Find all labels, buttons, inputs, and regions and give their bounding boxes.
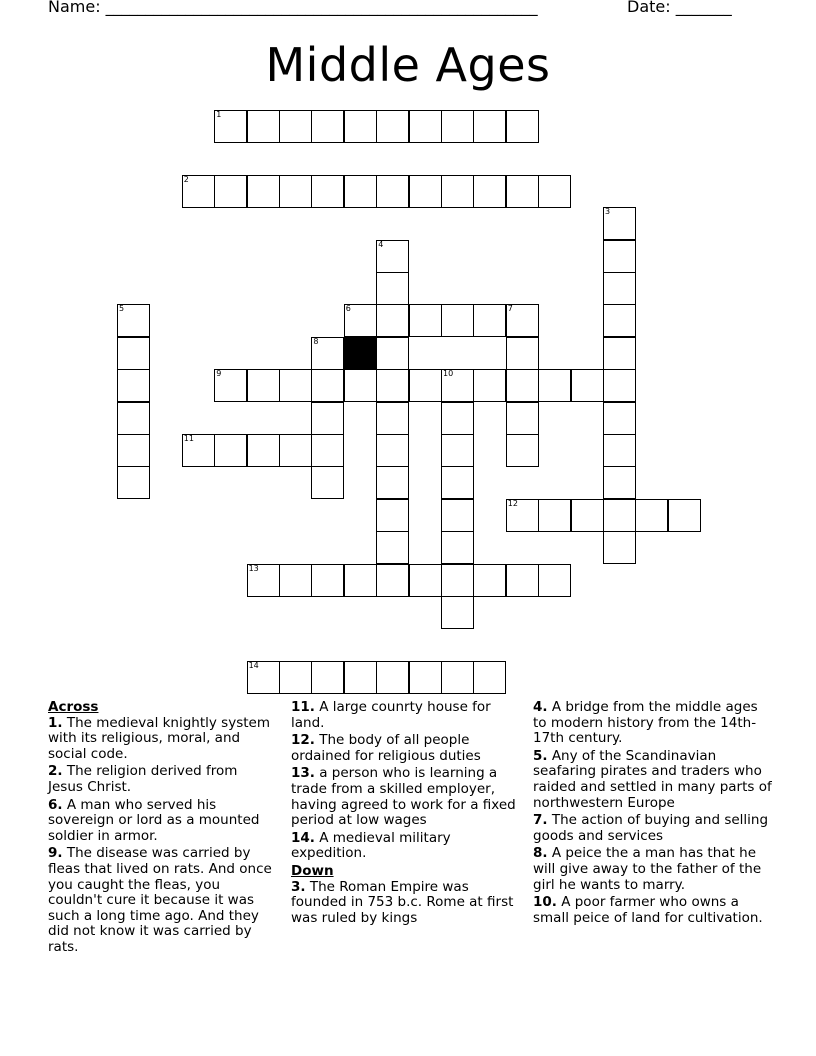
grid-cell[interactable]	[214, 110, 247, 143]
clue-item	[533, 846, 773, 893]
grid-cell[interactable]	[247, 175, 280, 208]
grid-cell[interactable]	[441, 304, 474, 337]
grid-cell[interactable]	[117, 466, 150, 499]
clue-text: A poor farmer who owns a small peice of land for cultivation.	[533, 894, 763, 926]
grid-cell[interactable]	[344, 564, 377, 597]
clue-number: 4.	[533, 699, 548, 715]
grid-cell[interactable]	[182, 175, 215, 208]
clue-number: 11.	[291, 699, 315, 715]
grid-cell[interactable]	[409, 369, 442, 402]
grid-cell[interactable]	[409, 175, 442, 208]
grid-cell[interactable]	[247, 110, 280, 143]
clue-text: The medieval knightly system with its religious, moral, and social code.	[48, 714, 270, 762]
grid-cell[interactable]	[603, 402, 636, 435]
grid-cell[interactable]	[279, 661, 312, 694]
grid-cell[interactable]	[311, 466, 344, 499]
grid-cell[interactable]	[635, 499, 668, 532]
grid-cell[interactable]	[538, 564, 571, 597]
clue-number: 5.	[533, 747, 548, 764]
clue-item	[48, 846, 276, 955]
grid-cell[interactable]	[441, 499, 474, 532]
clue-number: 10.	[533, 894, 557, 911]
grid-cell[interactable]	[376, 110, 409, 143]
grid-cell[interactable]	[603, 531, 636, 564]
grid-cell[interactable]	[311, 564, 344, 597]
grid-cell[interactable]	[603, 272, 636, 305]
grid-cell[interactable]	[409, 110, 442, 143]
grid-cell[interactable]	[441, 175, 474, 208]
grid-cell[interactable]	[473, 304, 506, 337]
grid-cell[interactable]	[603, 240, 636, 273]
grid-cell[interactable]	[311, 175, 344, 208]
date-line: Date: _______	[627, 0, 732, 16]
grid-cell[interactable]	[344, 369, 377, 402]
clue-item	[533, 749, 773, 811]
cell-number: 3	[605, 207, 611, 217]
clue-text: Any of the Scandinavian seafaring pirates and traders who raided and settled in many parts of northwestern Europe	[533, 747, 772, 811]
grid-cell[interactable]	[603, 337, 636, 370]
grid-cell[interactable]	[571, 499, 604, 532]
clue-text: A medieval military expedition.	[291, 829, 451, 862]
grid-cell[interactable]	[376, 564, 409, 597]
cell-number: 9	[216, 369, 222, 379]
grid-cell[interactable]	[247, 564, 280, 597]
grid-cell[interactable]	[441, 110, 474, 143]
clue-text: The religion derived from Jesus Christ.	[48, 763, 238, 795]
grid-cell[interactable]	[376, 240, 409, 273]
clue-text: The action of buying and selling goods and services	[533, 812, 769, 844]
clue-number: 9.	[48, 845, 63, 862]
clue-text: The body of all people ordained for religious duties	[291, 732, 481, 764]
grid-cell[interactable]	[538, 369, 571, 402]
grid-cell[interactable]	[376, 531, 409, 564]
grid-cell[interactable]	[409, 304, 442, 337]
grid-cell[interactable]	[376, 499, 409, 532]
grid-cell[interactable]	[571, 369, 604, 402]
grid-cell[interactable]	[247, 661, 280, 694]
cell-number: 4	[378, 239, 384, 249]
cell-number: 13	[248, 563, 259, 573]
grid-cell[interactable]	[182, 434, 215, 467]
grid-cell[interactable]	[311, 337, 344, 370]
clue-item	[291, 766, 527, 828]
grid-cell[interactable]	[214, 369, 247, 402]
grid-cell[interactable]	[311, 661, 344, 694]
grid-cell[interactable]	[311, 434, 344, 467]
grid-cell[interactable]	[538, 175, 571, 208]
clue-text: A large counrty house for land.	[291, 699, 491, 731]
clue-item	[291, 700, 527, 731]
black-cell	[344, 337, 377, 370]
cell-number: 8	[313, 336, 319, 346]
grid-cell[interactable]	[344, 110, 377, 143]
clue-text: A man who served his sovereign or lord as a mounted soldier in armor.	[48, 796, 260, 844]
grid-cell[interactable]	[473, 110, 506, 143]
grid-cell[interactable]	[117, 337, 150, 370]
grid-cell[interactable]	[538, 499, 571, 532]
grid-cell[interactable]	[506, 175, 539, 208]
grid-cell[interactable]	[506, 499, 539, 532]
clue-text: A peice the a man has that he will give away to the father of the girl he wants to marry.	[533, 845, 762, 893]
grid-cell[interactable]	[311, 369, 344, 402]
grid-cell[interactable]	[506, 337, 539, 370]
grid-cell[interactable]	[279, 369, 312, 402]
grid-cell[interactable]	[603, 304, 636, 337]
clue-number: 3.	[291, 878, 306, 895]
clue-list-across-2	[291, 700, 527, 862]
clue-text: A bridge from the middle ages to modern history from the 14th-17th century.	[533, 699, 758, 747]
clue-number: 12.	[291, 732, 315, 749]
cell-number: 12	[507, 498, 518, 508]
clue-item	[48, 764, 276, 795]
clues-column-1	[48, 700, 276, 958]
grid-cell[interactable]	[441, 402, 474, 435]
grid-cell[interactable]	[117, 304, 150, 337]
grid-cell[interactable]	[279, 434, 312, 467]
grid-cell[interactable]	[279, 110, 312, 143]
clue-item	[291, 880, 527, 927]
clue-number: 6.	[48, 796, 63, 813]
grid-cell[interactable]	[344, 304, 377, 337]
grid-cell[interactable]	[506, 369, 539, 402]
cell-number: 11	[183, 434, 194, 443]
grid-cell[interactable]	[473, 564, 506, 597]
grid-cell[interactable]	[441, 466, 474, 499]
grid-cell[interactable]	[603, 207, 636, 240]
page-title: Middle Ages	[265, 38, 551, 92]
grid-cell[interactable]	[668, 499, 701, 532]
down-heading: Down	[291, 862, 334, 879]
grid-cell[interactable]	[473, 175, 506, 208]
grid-cell[interactable]	[376, 434, 409, 467]
grid-cell[interactable]	[506, 402, 539, 435]
grid-cell[interactable]	[506, 110, 539, 143]
clue-number: 7.	[533, 812, 548, 829]
grid-cell[interactable]	[441, 369, 474, 402]
clue-text: The Roman Empire was founded in 753 b.c. Rome at first was ruled by kings	[291, 878, 514, 926]
clue-number: 8.	[533, 845, 548, 862]
clue-text: The disease was carried by fleas that lived on rats. And once you caught the fleas, you couldn't cure it because it was such a long time ago. And they did not know it was carried by rats.	[48, 845, 272, 955]
clue-list-across-1	[48, 716, 276, 956]
grid-cell[interactable]	[473, 369, 506, 402]
clue-item	[48, 798, 276, 845]
grid-cell[interactable]	[279, 175, 312, 208]
grid-cell[interactable]	[603, 466, 636, 499]
clue-number: 13.	[291, 765, 315, 782]
grid-cell[interactable]	[344, 661, 377, 694]
cell-number: 7	[507, 304, 513, 314]
cell-number: 1	[216, 110, 222, 119]
cell-number: 10	[443, 369, 454, 379]
clue-item	[291, 831, 527, 862]
grid-cell[interactable]	[441, 596, 474, 629]
grid-cell[interactable]	[603, 434, 636, 467]
grid-cell[interactable]	[376, 304, 409, 337]
grid-cell[interactable]	[441, 661, 474, 694]
cell-number: 14	[248, 660, 259, 670]
grid-cell[interactable]	[311, 110, 344, 143]
clue-item	[533, 813, 773, 844]
grid-cell[interactable]	[247, 369, 280, 402]
clue-item	[533, 700, 773, 747]
across-heading: Across	[48, 699, 99, 715]
grid-cell[interactable]	[376, 369, 409, 402]
clues-column-2	[291, 700, 527, 928]
grid-cell[interactable]	[117, 402, 150, 435]
grid-cell[interactable]	[506, 564, 539, 597]
grid-cell[interactable]	[117, 369, 150, 402]
grid-cell[interactable]	[117, 434, 150, 467]
cell-number: 2	[183, 174, 189, 184]
grid-cell[interactable]	[506, 304, 539, 337]
grid-cell[interactable]	[603, 369, 636, 402]
grid-cell[interactable]	[214, 175, 247, 208]
cell-number: 6	[345, 304, 351, 314]
grid-cell[interactable]	[441, 531, 474, 564]
grid-cell[interactable]	[441, 434, 474, 467]
clue-list-down-2	[533, 700, 773, 926]
clue-item	[291, 733, 527, 764]
clue-number: 2.	[48, 763, 63, 780]
grid-cell[interactable]	[376, 402, 409, 435]
grid-cell[interactable]	[376, 175, 409, 208]
grid-cell[interactable]	[473, 661, 506, 694]
grid-cell[interactable]	[376, 337, 409, 370]
clue-number: 1.	[48, 714, 63, 731]
grid-cell[interactable]	[247, 434, 280, 467]
grid-cell[interactable]	[409, 564, 442, 597]
clue-list-down-1	[291, 880, 527, 927]
grid-cell[interactable]	[376, 272, 409, 305]
grid-cell[interactable]	[441, 564, 474, 597]
grid-cell[interactable]	[311, 402, 344, 435]
grid-cell[interactable]	[214, 434, 247, 467]
grid-cell[interactable]	[376, 466, 409, 499]
cell-number: 5	[119, 304, 125, 314]
grid-cell[interactable]	[506, 434, 539, 467]
grid-cell[interactable]	[279, 564, 312, 597]
grid-cell[interactable]	[409, 661, 442, 694]
clue-number: 14.	[291, 829, 315, 846]
name-line: Name: ______________________________________________________	[48, 0, 538, 16]
grid-cell[interactable]	[603, 499, 636, 532]
clue-item	[48, 716, 276, 763]
grid-cell[interactable]	[376, 661, 409, 694]
clues-column-3	[533, 700, 773, 928]
grid-cell[interactable]	[344, 175, 377, 208]
clue-item	[533, 895, 773, 926]
clue-text: a person who is learning a trade from a skilled employer, having agreed to work for a fixed period at low wages	[291, 765, 516, 829]
